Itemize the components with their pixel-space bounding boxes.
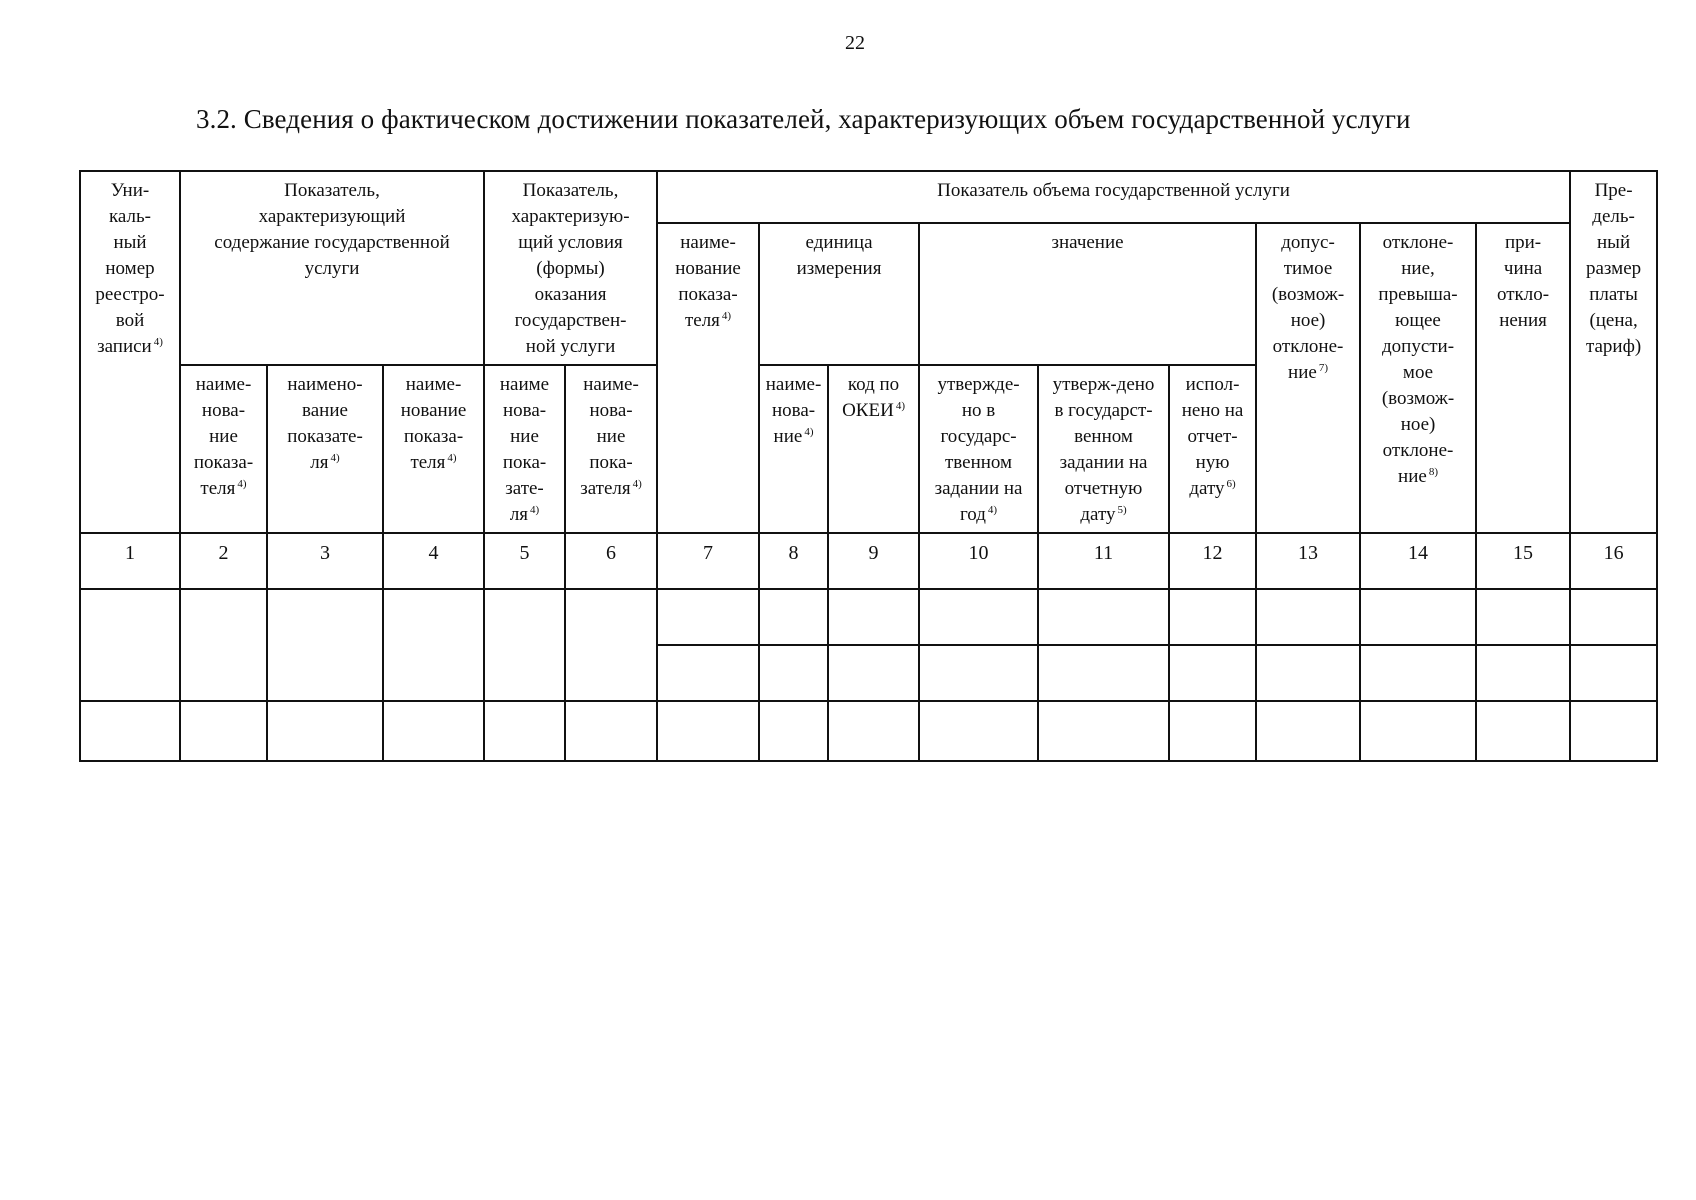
table-cell [759,589,828,645]
column-number: 7 [657,533,759,589]
table-cell [828,701,919,761]
table-cell [383,701,484,761]
table-cell [484,589,565,701]
table-cell [1038,645,1169,701]
table-cell [1360,701,1476,761]
table-cell [267,589,383,701]
table-cell [180,701,267,761]
column-number: 1 [80,533,180,589]
table-cell [1476,701,1570,761]
table-cell [1570,701,1657,761]
header-group-content-indicator: Показатель, характеризующий содержание государственной услуги [180,171,484,365]
column-number: 2 [180,533,267,589]
header-group-value: значение [919,223,1256,365]
header-group-unit: единица измерения [759,223,919,365]
header-okei-code: код по ОКЕИ $^{4)}$ [828,365,919,533]
column-number: 5 [484,533,565,589]
table-cell [919,589,1038,645]
header-excess-deviation: отклоне- ние, превыша- ющее допусти- мое (возмож- ное) отклоне- ние $^{8)}$ [1360,223,1476,533]
header-content-indicator-name-2: наимено- вание показате- ля $^{4)}$ [267,365,383,533]
table-cell [759,701,828,761]
section-title: 3.2. Сведения о фактическом достижении показателей, характеризующих объем государственной услуги [196,104,1411,134]
column-number: 8 [759,533,828,589]
table-row [80,589,1657,645]
table-cell [919,645,1038,701]
table-cell [180,589,267,701]
column-number: 6 [565,533,657,589]
table-cell [267,701,383,761]
column-number: 16 [1570,533,1657,589]
header-deviation-reason: при- чина отклo- нения [1476,223,1570,533]
header-executed-on-report-date: испол- нено на отчет- ную дату $^{6)}$ [1169,365,1256,533]
table-cell [657,645,759,701]
table-cell [1360,645,1476,701]
table-cell [1570,645,1657,701]
column-number: 10 [919,533,1038,589]
header-condition-indicator-name-1: наиме нова- ние пока- зате- ля $^{4)}$ [484,365,565,533]
table-cell [565,589,657,701]
table-cell [1169,701,1256,761]
volume-indicators-table [79,170,1658,762]
header-group-volume-indicator: Показатель объема государственной услуги [657,171,1570,223]
table-cell [657,701,759,761]
table-cell [1038,589,1169,645]
column-number: 3 [267,533,383,589]
header-volume-indicator-name: наиме- нование показа- теля $^{4)}$ [657,223,759,533]
table-cell [759,645,828,701]
column-number: 15 [1476,533,1570,589]
table-cell [1169,589,1256,645]
header-approved-for-report-date: утверж-дено в государст- венном задании на отчетную дату $^{5)}$ [1038,365,1169,533]
header-unique-record-number: Уни- каль- ный номер реестро- вой записи $^{4)}$ [80,171,180,533]
header-content-indicator-name-3: наиме- нование показа- теля $^{4)}$ [383,365,484,533]
column-number: 11 [1038,533,1169,589]
header-condition-indicator-name-2: наиме- нова- ние пока- зателя $^{4)}$ [565,365,657,533]
table-cell [565,701,657,761]
table-row [80,701,1657,761]
column-number: 14 [1360,533,1476,589]
table-cell [80,589,180,701]
table-cell [80,701,180,761]
column-number: 13 [1256,533,1360,589]
table-cell [828,589,919,645]
table-cell [919,701,1038,761]
table-cell [1256,589,1360,645]
header-approved-for-year: утвержде- но в государс- твенном задании на год $^{4)}$ [919,365,1038,533]
header-max-fee: Пре- дель- ный размер платы (цена, тариф) [1570,171,1657,533]
table-cell [1570,589,1657,645]
column-number-row [80,533,1657,589]
column-number: 12 [1169,533,1256,589]
table-cell [1256,701,1360,761]
table-cell [1169,645,1256,701]
table-cell [1256,645,1360,701]
table-cell [484,701,565,761]
table-cell [383,589,484,701]
column-number: 9 [828,533,919,589]
page-number: 22 [845,32,865,54]
table-cell [828,645,919,701]
table-cell [1476,645,1570,701]
table-cell [1360,589,1476,645]
header-unit-name: наиме- нова- ние $^{4)}$ [759,365,828,533]
header-group-conditions-indicator: Показатель, характеризую- щий условия (формы) оказания государствен- ной услуги [484,171,657,365]
header-content-indicator-name-1: наиме- нова- ние показа- теля $^{4)}$ [180,365,267,533]
table-cell [1038,701,1169,761]
column-number: 4 [383,533,484,589]
header-allowed-deviation: допус- тимое (возмож- ное) отклоне- ние $^{7)}$ [1256,223,1360,533]
table-cell [1476,589,1570,645]
table-cell [657,589,759,645]
